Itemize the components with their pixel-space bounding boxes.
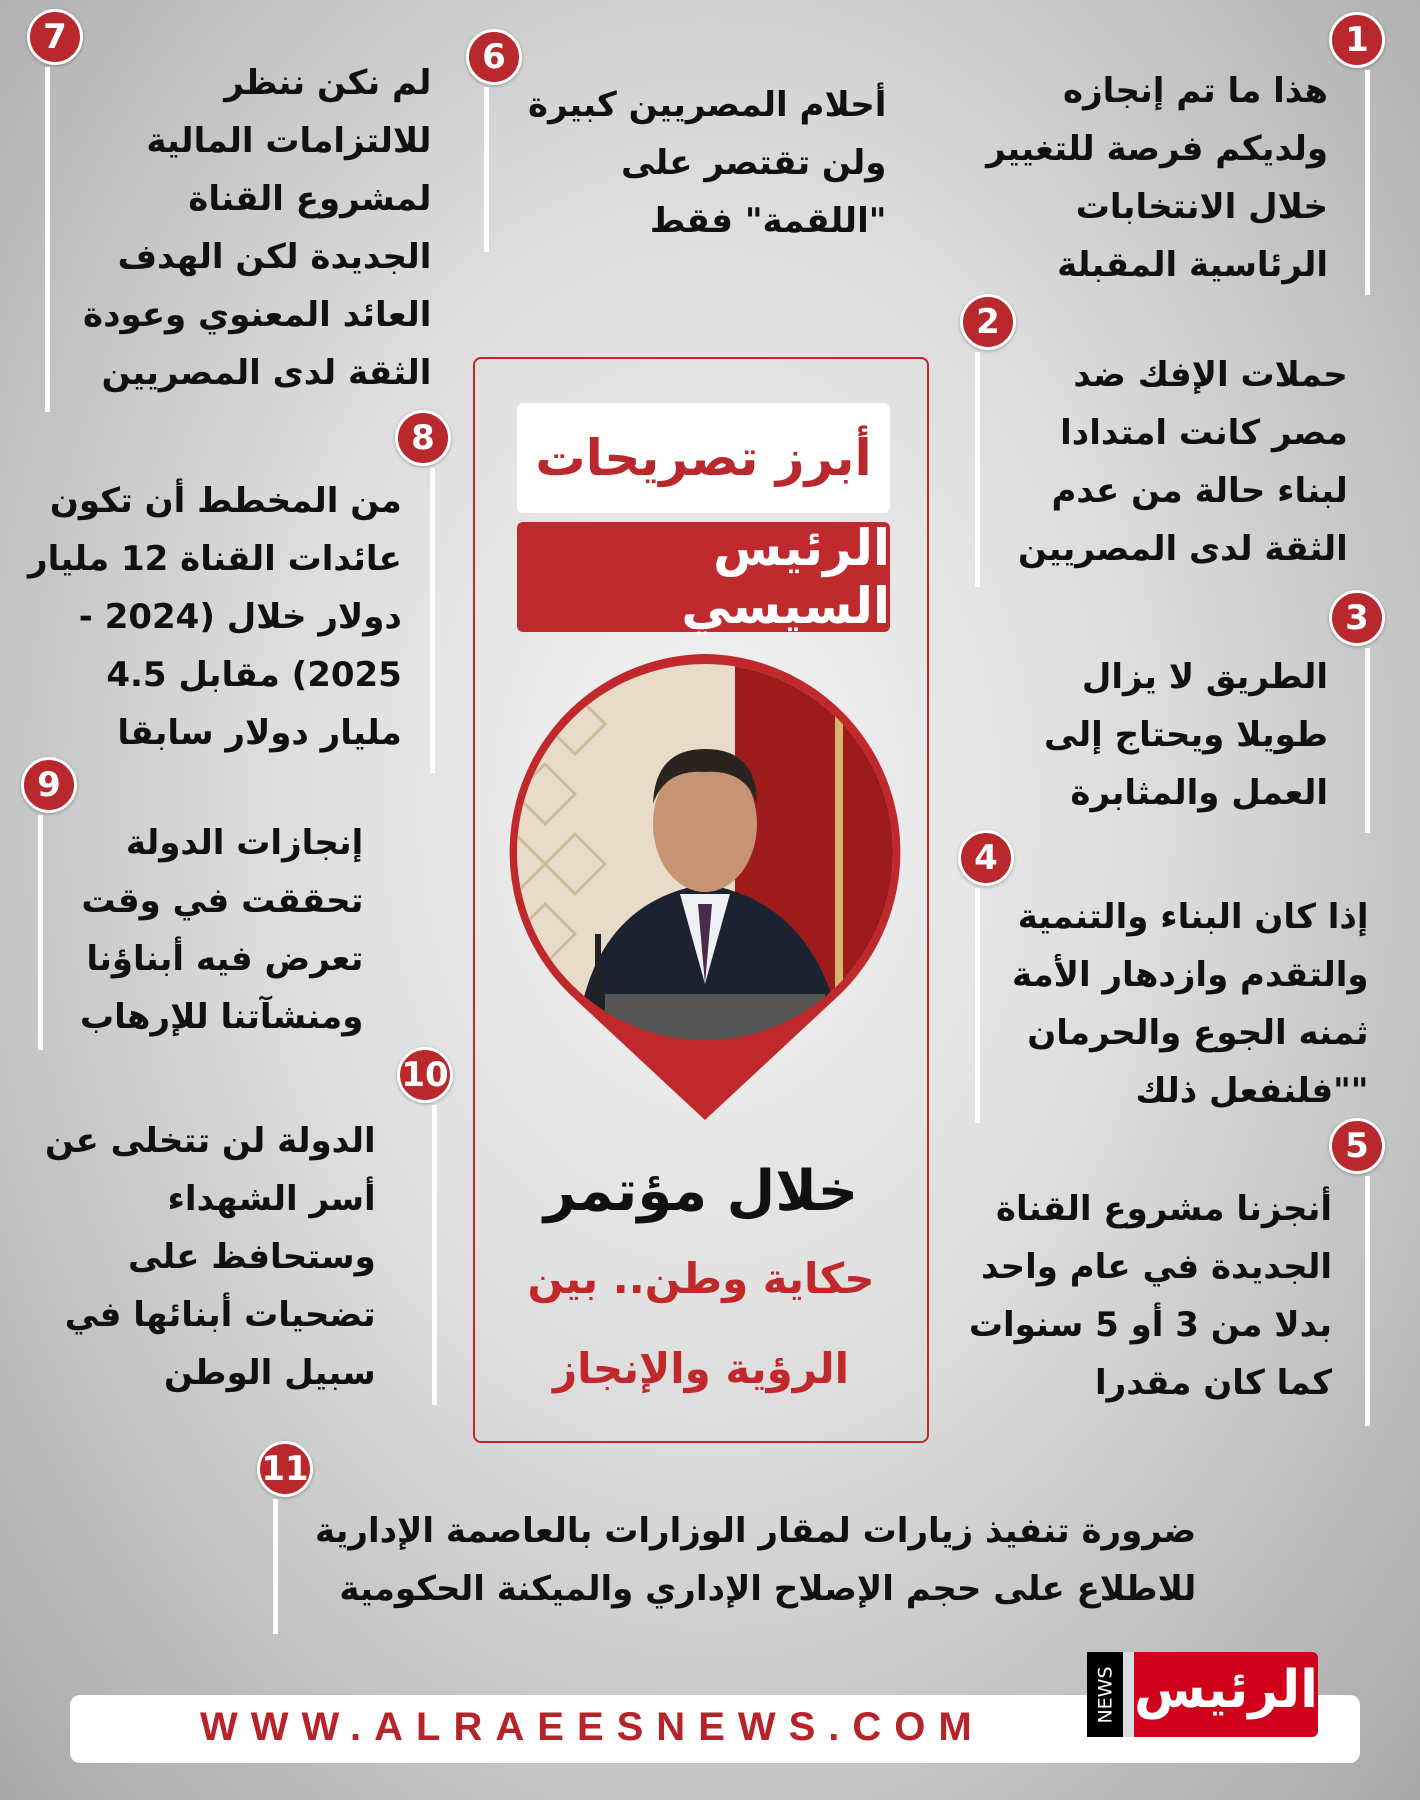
statement-text bbox=[1044, 648, 1328, 822]
statement-connector-line bbox=[432, 1105, 437, 1405]
statement-text bbox=[83, 54, 431, 402]
statement-number-badge: 10 bbox=[397, 1047, 453, 1103]
statement-line: أسر الشهداء bbox=[167, 1179, 376, 1219]
statement-text bbox=[1018, 346, 1348, 578]
title-line2: الرئيس السيسي bbox=[517, 522, 890, 632]
statement-connector-line bbox=[273, 1499, 278, 1634]
statement-number-badge: 5 bbox=[1329, 1118, 1385, 1174]
statement-line: دولار خلال (2024 - bbox=[78, 597, 402, 637]
statement-text bbox=[986, 62, 1328, 294]
statement-line: والتقدم وازدهار الأمة bbox=[1012, 955, 1369, 995]
statement-text bbox=[528, 76, 886, 250]
statement-line: حملات الإفك ضد bbox=[1073, 355, 1348, 395]
statement-line: ولديكم فرصة للتغيير bbox=[986, 129, 1328, 169]
statement-number-badge: 9 bbox=[21, 757, 77, 813]
statement-line: للاطلاع على حجم الإصلاح الإداري والميكنة الحكومية bbox=[339, 1569, 1197, 1609]
statement-line: ضرورة تنفيذ زيارات لمقار الوزارات بالعاصمة الإدارية bbox=[315, 1511, 1197, 1551]
statement-connector-line bbox=[975, 888, 980, 1123]
conference-label: خلال مؤتمر bbox=[543, 1159, 859, 1224]
statement-number-badge: 6 bbox=[466, 29, 522, 85]
statement-line: سبيل الوطن bbox=[163, 1353, 376, 1393]
statement-connector-line bbox=[1365, 648, 1370, 833]
center-panel bbox=[473, 357, 929, 1443]
statement-line: عائدات القناة 12 مليار bbox=[28, 539, 402, 579]
statement-line: طويلا ويحتاج إلى bbox=[1044, 715, 1328, 755]
statement-text bbox=[969, 1180, 1332, 1412]
statement-line: تعرض فيه أبناؤنا bbox=[86, 939, 364, 979]
statement-connector-line bbox=[45, 67, 50, 412]
statement-line: من المخطط أن تكون bbox=[49, 481, 402, 521]
website-url[interactable]: WWW.ALRAEESNEWS.COM bbox=[200, 1705, 985, 1749]
statement-connector-line bbox=[975, 352, 980, 587]
statement-line: هذا ما تم إنجازه bbox=[1063, 71, 1328, 111]
statement-line: الرئاسية المقبلة bbox=[1057, 245, 1328, 285]
statement-number-badge: 11 bbox=[257, 1441, 313, 1497]
statement-line: خلال الانتخابات bbox=[1075, 187, 1328, 227]
statement-line: مليار دولار سابقا bbox=[117, 713, 402, 753]
statement-line: العمل والمثابرة bbox=[1070, 773, 1328, 813]
statement-line: إنجازات الدولة bbox=[125, 823, 364, 863]
statement-text bbox=[80, 814, 363, 1046]
statement-line: العائد المعنوي وعودة bbox=[83, 295, 432, 335]
statement-number-badge: 8 bbox=[395, 410, 451, 466]
statement-text bbox=[315, 1502, 1196, 1618]
statement-line: الجديدة في عام واحد bbox=[980, 1247, 1332, 1287]
statement-line: أنجزنا مشروع القناة bbox=[995, 1189, 1332, 1229]
statement-line: تضحيات أبنائها في bbox=[64, 1295, 376, 1335]
statement-connector-line bbox=[484, 87, 489, 252]
statement-line: أحلام المصريين كبيرة bbox=[528, 85, 887, 125]
statement-line: ثمنه الجوع والحرمان bbox=[1027, 1013, 1369, 1053]
statement-line: 2025) مقابل 4.5 bbox=[106, 655, 402, 695]
statement-text bbox=[1012, 888, 1369, 1120]
conference-name-line1: حكاية وطن.. بين bbox=[527, 1254, 875, 1303]
statement-connector-line bbox=[38, 815, 43, 1050]
statement-line: ولن تقتصر على bbox=[620, 143, 887, 183]
statement-connector-line bbox=[430, 468, 435, 773]
statement-line: تحققت في وقت bbox=[81, 881, 364, 921]
statement-line: للالتزامات المالية bbox=[146, 121, 432, 161]
statement-number-badge: 7 bbox=[27, 9, 83, 65]
statement-line: لمشروع القناة bbox=[188, 179, 432, 219]
statement-line: كما كان مقدرا bbox=[1095, 1363, 1332, 1403]
statement-line: الدولة لن تتخلى عن bbox=[45, 1121, 376, 1161]
statement-line: وستحافظ على bbox=[127, 1237, 376, 1277]
statement-line: "اللقمة" فقط bbox=[649, 201, 887, 241]
statement-number-badge: 1 bbox=[1329, 12, 1385, 68]
logo-arabic: الرئيس bbox=[1134, 1660, 1318, 1720]
statement-connector-line bbox=[1365, 70, 1370, 295]
alraees-news-logo bbox=[1087, 1652, 1318, 1737]
statement-line: ومنشآتنا للإرهاب bbox=[80, 997, 364, 1037]
statement-text bbox=[45, 1112, 376, 1402]
statement-line: لبناء حالة من عدم bbox=[1051, 471, 1348, 511]
statement-line: الطريق لا يزال bbox=[1081, 657, 1328, 697]
statement-line: بدلا من 3 أو 5 سنوات bbox=[968, 1305, 1332, 1345]
statement-number-badge: 2 bbox=[960, 294, 1016, 350]
statement-text bbox=[28, 472, 402, 762]
statement-line: ""فلنفعل ذلك bbox=[1135, 1071, 1369, 1111]
statement-connector-line bbox=[1365, 1176, 1370, 1426]
statement-line: الثقة لدى المصريين bbox=[101, 353, 432, 393]
conference-name-line2: الرؤية والإنجاز bbox=[552, 1344, 850, 1393]
logo-latin: NEWS bbox=[1094, 1666, 1117, 1724]
statement-number-badge: 3 bbox=[1329, 590, 1385, 646]
statement-line: إذا كان البناء والتنمية bbox=[1017, 897, 1369, 937]
title-line1: أبرز تصريحات bbox=[517, 403, 890, 513]
statement-line: لم نكن ننظر bbox=[224, 63, 432, 103]
statement-line: الجديدة لكن الهدف bbox=[117, 237, 432, 277]
statement-line: مصر كانت امتدادا bbox=[1060, 413, 1348, 453]
president-photo-pin bbox=[505, 654, 905, 1124]
statement-line: الثقة لدى المصريين bbox=[1018, 529, 1348, 569]
statement-number-badge: 4 bbox=[958, 830, 1014, 886]
